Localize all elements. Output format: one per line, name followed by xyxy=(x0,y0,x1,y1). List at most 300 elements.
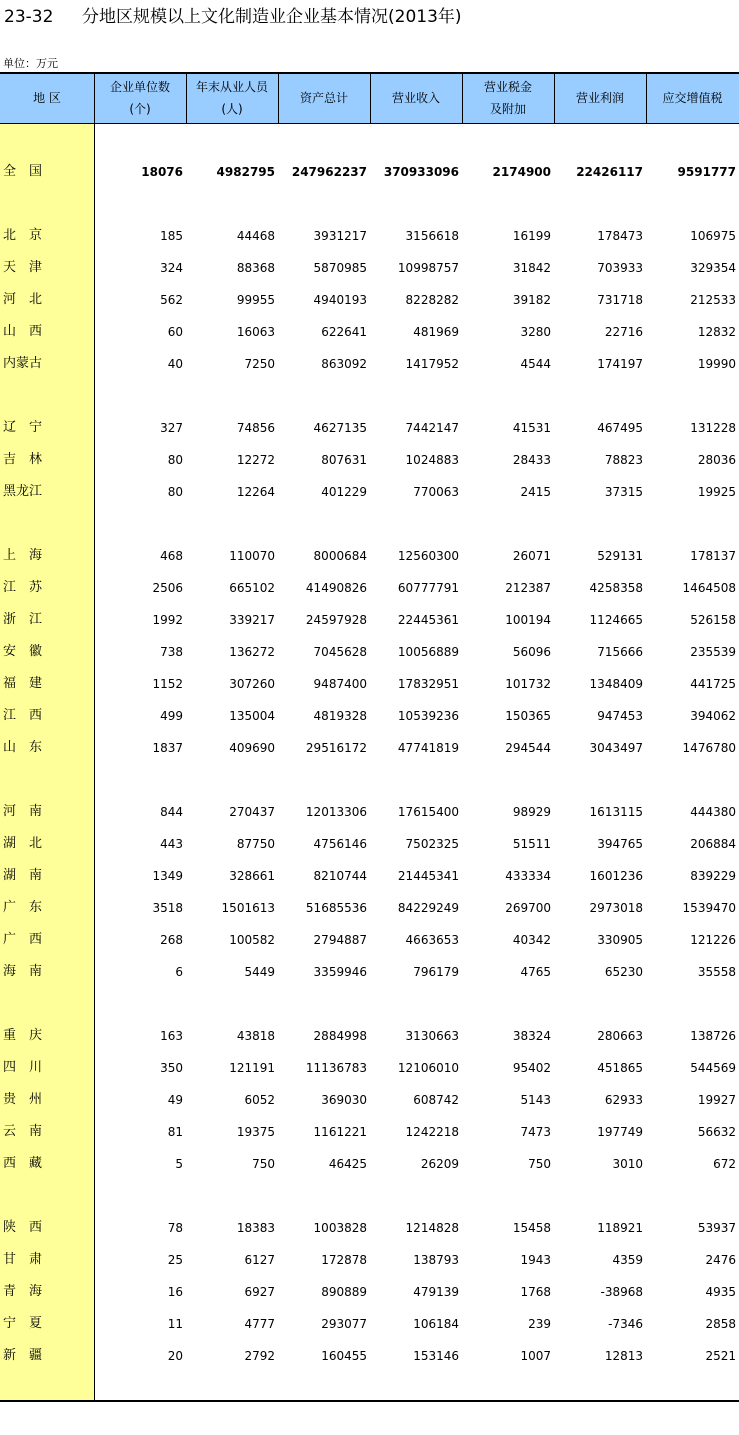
cell-employees: 16063 xyxy=(236,325,275,339)
cell-employees: 19375 xyxy=(236,1125,275,1139)
cell-vat: 2521 xyxy=(705,1349,736,1363)
region-name: 湖 北 xyxy=(3,836,43,851)
cell-profit: 1613115 xyxy=(589,805,643,819)
cell-enterprises: 738 xyxy=(160,645,183,659)
cell-enterprises: 443 xyxy=(160,837,183,851)
cell-enterprises: 20 xyxy=(167,1349,183,1363)
cell-vat: 178137 xyxy=(690,549,736,563)
header-label: 营业利润 xyxy=(575,91,624,105)
table-row xyxy=(0,220,739,252)
cell-vat: 53937 xyxy=(697,1221,736,1235)
region-name: 吉 林 xyxy=(3,452,43,467)
cell-taxes: 28433 xyxy=(512,453,551,467)
cell-employees: 74856 xyxy=(236,421,275,435)
header-total-assets xyxy=(278,72,370,124)
cell-taxes: 39182 xyxy=(512,293,551,307)
cell-total-assets: 8000684 xyxy=(313,549,367,563)
cell-total-assets: 11136783 xyxy=(305,1061,367,1075)
cell-enterprises: 1152 xyxy=(152,677,183,691)
cell-taxes: 31842 xyxy=(512,261,551,275)
cell-vat: 121226 xyxy=(690,933,736,947)
cell-profit: 947453 xyxy=(597,709,643,723)
cell-taxes: 101732 xyxy=(505,677,551,691)
cell-profit: 22716 xyxy=(604,325,643,339)
cell-vat: 35558 xyxy=(697,965,736,979)
cell-revenue: 8228282 xyxy=(405,293,459,307)
cell-employees: 7250 xyxy=(244,357,275,371)
cell-profit: 118921 xyxy=(597,1221,643,1235)
cell-enterprises: 80 xyxy=(167,485,183,499)
region-name: 北 京 xyxy=(3,228,43,243)
cell-enterprises: 327 xyxy=(160,421,183,435)
region-name: 河 南 xyxy=(3,804,43,819)
cell-profit: 62933 xyxy=(604,1093,643,1107)
cell-vat: 394062 xyxy=(690,709,736,723)
cell-revenue: 7442147 xyxy=(405,421,459,435)
cell-vat: 1464508 xyxy=(682,581,736,595)
cell-total-assets: 24597928 xyxy=(305,613,367,627)
cell-taxes: 98929 xyxy=(512,805,551,819)
cell-taxes: 38324 xyxy=(512,1029,551,1043)
cell-profit: 197749 xyxy=(597,1125,643,1139)
cell-taxes: 51511 xyxy=(512,837,551,851)
cell-profit: 37315 xyxy=(604,485,643,499)
cell-vat: 19925 xyxy=(697,485,736,499)
cell-employees: 339217 xyxy=(229,613,275,627)
region-name: 黑龙江 xyxy=(3,484,43,499)
region-name: 海 南 xyxy=(3,964,43,979)
cell-total-assets: 4819328 xyxy=(313,709,367,723)
cell-revenue: 84229249 xyxy=(397,901,459,915)
table-row xyxy=(0,892,739,924)
cell-total-assets: 247962237 xyxy=(291,165,367,179)
cell-revenue: 479139 xyxy=(413,1285,459,1299)
header-label: 企业单位数 xyxy=(109,80,170,94)
table-row xyxy=(0,572,739,604)
cell-enterprises: 5 xyxy=(175,1157,183,1171)
table-row xyxy=(0,1276,739,1308)
cell-enterprises: 3518 xyxy=(152,901,183,915)
region-name: 山 西 xyxy=(3,324,43,339)
cell-vat: 106975 xyxy=(690,229,736,243)
cell-profit: 22426117 xyxy=(576,165,643,179)
cell-enterprises: 1837 xyxy=(152,741,183,755)
cell-employees: 18383 xyxy=(236,1221,275,1235)
cell-profit: 3043497 xyxy=(589,741,643,755)
cell-employees: 43818 xyxy=(236,1029,275,1043)
cell-taxes: 4544 xyxy=(520,357,551,371)
cell-enterprises: 562 xyxy=(160,293,183,307)
cell-employees: 5449 xyxy=(244,965,275,979)
cell-vat: 672 xyxy=(713,1157,736,1171)
cell-taxes: 95402 xyxy=(512,1061,551,1075)
cell-enterprises: 18076 xyxy=(141,165,183,179)
cell-employees: 307260 xyxy=(229,677,275,691)
cell-employees: 99955 xyxy=(236,293,275,307)
cell-profit: 65230 xyxy=(604,965,643,979)
cell-taxes: 15458 xyxy=(512,1221,551,1235)
cell-vat: 138726 xyxy=(690,1029,736,1043)
table-row xyxy=(0,1052,739,1084)
cell-revenue: 3130663 xyxy=(405,1029,459,1043)
header-taxes xyxy=(462,72,554,124)
cell-vat: 2476 xyxy=(705,1253,736,1267)
header-revenue xyxy=(370,72,462,124)
cell-vat: 19927 xyxy=(697,1093,736,1107)
cell-revenue: 3156618 xyxy=(405,229,459,243)
region-name: 新 疆 xyxy=(3,1348,43,1363)
cell-total-assets: 5870985 xyxy=(313,261,367,275)
header-column-divider xyxy=(278,72,279,124)
cell-taxes: 7473 xyxy=(520,1125,551,1139)
cell-enterprises: 81 xyxy=(167,1125,183,1139)
cell-vat: 12832 xyxy=(697,325,736,339)
region-name: 辽 宁 xyxy=(3,420,43,435)
cell-profit: 1601236 xyxy=(589,869,643,883)
cell-revenue: 153146 xyxy=(413,1349,459,1363)
region-name: 青 海 xyxy=(3,1284,43,1299)
cell-total-assets: 369030 xyxy=(321,1093,367,1107)
cell-total-assets: 3931217 xyxy=(313,229,367,243)
cell-total-assets: 172878 xyxy=(321,1253,367,1267)
region-name: 山 东 xyxy=(3,740,43,755)
cell-revenue: 12560300 xyxy=(397,549,459,563)
table-bottom-border xyxy=(0,1400,739,1402)
cell-taxes: 40342 xyxy=(512,933,551,947)
cell-employees: 135004 xyxy=(229,709,275,723)
region-name: 内蒙古 xyxy=(3,356,43,371)
table-row xyxy=(0,860,739,892)
region-name: 重 庆 xyxy=(3,1028,43,1043)
cell-total-assets: 7045628 xyxy=(313,645,367,659)
cell-employees: 121191 xyxy=(229,1061,275,1075)
region-name: 安 徽 xyxy=(3,644,43,659)
header-sublabel: (个) xyxy=(129,102,151,116)
cell-taxes: 1007 xyxy=(520,1349,551,1363)
cell-revenue: 60777791 xyxy=(397,581,459,595)
cell-taxes: 2415 xyxy=(520,485,551,499)
region-name: 福 建 xyxy=(3,676,43,691)
region-name: 宁 夏 xyxy=(3,1316,43,1331)
cell-total-assets: 401229 xyxy=(321,485,367,499)
cell-employees: 409690 xyxy=(229,741,275,755)
cell-total-assets: 1161221 xyxy=(313,1125,367,1139)
header-vat xyxy=(646,72,739,124)
header-column-divider xyxy=(94,72,95,124)
region-name: 贵 州 xyxy=(3,1092,43,1107)
cell-profit: 1348409 xyxy=(589,677,643,691)
cell-employees: 1501613 xyxy=(221,901,275,915)
cell-vat: 235539 xyxy=(690,645,736,659)
cell-total-assets: 2794887 xyxy=(313,933,367,947)
cell-revenue: 1417952 xyxy=(405,357,459,371)
cell-employees: 6127 xyxy=(244,1253,275,1267)
cell-employees: 4982795 xyxy=(216,165,275,179)
cell-profit: 4258358 xyxy=(589,581,643,595)
table-row xyxy=(0,1212,739,1244)
cell-employees: 328661 xyxy=(229,869,275,883)
cell-total-assets: 863092 xyxy=(321,357,367,371)
cell-total-assets: 29516172 xyxy=(305,741,367,755)
cell-employees: 136272 xyxy=(229,645,275,659)
cell-employees: 100582 xyxy=(229,933,275,947)
cell-revenue: 22445361 xyxy=(397,613,459,627)
cell-enterprises: 6 xyxy=(175,965,183,979)
unit-label: 单位：万元 xyxy=(3,57,58,70)
cell-profit: 451865 xyxy=(597,1061,643,1075)
cell-employees: 270437 xyxy=(229,805,275,819)
region-name: 江 苏 xyxy=(3,580,43,595)
cell-profit: -38968 xyxy=(600,1285,643,1299)
table-row xyxy=(0,316,739,348)
cell-enterprises: 40 xyxy=(167,357,183,371)
cell-vat: 1476780 xyxy=(682,741,736,755)
cell-vat: 444380 xyxy=(690,805,736,819)
cell-vat: 526158 xyxy=(690,613,736,627)
cell-profit: 4359 xyxy=(612,1253,643,1267)
cell-revenue: 12106010 xyxy=(397,1061,459,1075)
header-label: 营业税金 xyxy=(483,80,532,94)
table-number: 23-32 xyxy=(4,7,54,27)
cell-vat: 4935 xyxy=(705,1285,736,1299)
cell-profit: 3010 xyxy=(612,1157,643,1171)
cell-enterprises: 163 xyxy=(160,1029,183,1043)
header-label: 应交增值税 xyxy=(662,91,723,105)
cell-revenue: 10539236 xyxy=(397,709,459,723)
table-row xyxy=(0,956,739,988)
cell-vat: 329354 xyxy=(690,261,736,275)
cell-employees: 750 xyxy=(252,1157,275,1171)
cell-enterprises: 268 xyxy=(160,933,183,947)
cell-profit: 1124665 xyxy=(589,613,643,627)
header-sublabel: (人) xyxy=(221,102,243,116)
cell-taxes: 150365 xyxy=(505,709,551,723)
cell-total-assets: 807631 xyxy=(321,453,367,467)
cell-revenue: 10998757 xyxy=(397,261,459,275)
cell-taxes: 41531 xyxy=(512,421,551,435)
header-profit xyxy=(554,72,646,124)
cell-taxes: 1768 xyxy=(520,1285,551,1299)
cell-revenue: 1214828 xyxy=(405,1221,459,1235)
cell-enterprises: 78 xyxy=(167,1221,183,1235)
cell-employees: 88368 xyxy=(236,261,275,275)
table-row xyxy=(0,668,739,700)
region-name: 上 海 xyxy=(3,548,43,563)
cell-employees: 6927 xyxy=(244,1285,275,1299)
cell-profit: 715666 xyxy=(597,645,643,659)
cell-profit: 178473 xyxy=(597,229,643,243)
cell-enterprises: 16 xyxy=(167,1285,183,1299)
cell-revenue: 796179 xyxy=(413,965,459,979)
cell-enterprises: 1992 xyxy=(152,613,183,627)
cell-enterprises: 60 xyxy=(167,325,183,339)
cell-total-assets: 4756146 xyxy=(313,837,367,851)
cell-revenue: 7502325 xyxy=(405,837,459,851)
header-column-divider xyxy=(370,72,371,124)
table-row xyxy=(0,828,739,860)
header-column-divider xyxy=(646,72,647,124)
table-row xyxy=(0,1340,739,1372)
cell-profit: 330905 xyxy=(597,933,643,947)
cell-employees: 4777 xyxy=(244,1317,275,1331)
region-name: 广 西 xyxy=(3,932,43,947)
cell-vat: 839229 xyxy=(690,869,736,883)
cell-taxes: 1943 xyxy=(520,1253,551,1267)
region-name: 天 津 xyxy=(3,260,43,275)
cell-enterprises: 49 xyxy=(167,1093,183,1107)
cell-profit: 12813 xyxy=(604,1349,643,1363)
cell-revenue: 481969 xyxy=(413,325,459,339)
cell-vat: 19990 xyxy=(697,357,736,371)
table-row xyxy=(0,444,739,476)
table-row xyxy=(0,732,739,764)
cell-profit: 2973018 xyxy=(589,901,643,915)
cell-vat: 28036 xyxy=(697,453,736,467)
region-name: 甘 肃 xyxy=(3,1252,43,1267)
table-row xyxy=(0,924,739,956)
cell-profit: 529131 xyxy=(597,549,643,563)
region-name: 广 东 xyxy=(3,900,43,915)
cell-taxes: 294544 xyxy=(505,741,551,755)
cell-vat: 212533 xyxy=(690,293,736,307)
cell-revenue: 1242218 xyxy=(405,1125,459,1139)
table-row xyxy=(0,476,739,508)
cell-revenue: 17615400 xyxy=(397,805,459,819)
cell-revenue: 106184 xyxy=(413,1317,459,1331)
cell-vat: 131228 xyxy=(690,421,736,435)
cell-enterprises: 25 xyxy=(167,1253,183,1267)
cell-enterprises: 1349 xyxy=(152,869,183,883)
region-name: 湖 南 xyxy=(3,868,43,883)
cell-revenue: 138793 xyxy=(413,1253,459,1267)
cell-profit: 280663 xyxy=(597,1029,643,1043)
cell-employees: 665102 xyxy=(229,581,275,595)
cell-profit: 703933 xyxy=(597,261,643,275)
region-name: 西 藏 xyxy=(3,1156,43,1171)
header-region xyxy=(0,72,94,124)
region-name: 全 国 xyxy=(3,164,43,179)
cell-profit: 467495 xyxy=(597,421,643,435)
region-name: 河 北 xyxy=(3,292,43,307)
cell-employees: 6052 xyxy=(244,1093,275,1107)
table-row xyxy=(0,412,739,444)
region-name: 江 西 xyxy=(3,708,43,723)
cell-revenue: 47741819 xyxy=(397,741,459,755)
cell-revenue: 608742 xyxy=(413,1093,459,1107)
cell-total-assets: 4940193 xyxy=(313,293,367,307)
cell-total-assets: 51685536 xyxy=(305,901,367,915)
cell-enterprises: 468 xyxy=(160,549,183,563)
header-column-divider xyxy=(462,72,463,124)
cell-revenue: 770063 xyxy=(413,485,459,499)
cell-taxes: 4765 xyxy=(520,965,551,979)
cell-enterprises: 324 xyxy=(160,261,183,275)
cell-total-assets: 3359946 xyxy=(313,965,367,979)
cell-vat: 2858 xyxy=(705,1317,736,1331)
cell-revenue: 10056889 xyxy=(397,645,459,659)
cell-employees: 44468 xyxy=(236,229,275,243)
cell-total-assets: 2884998 xyxy=(313,1029,367,1043)
cell-total-assets: 46425 xyxy=(328,1157,367,1171)
cell-vat: 56632 xyxy=(697,1125,736,1139)
cell-taxes: 212387 xyxy=(505,581,551,595)
cell-vat: 441725 xyxy=(690,677,736,691)
table-row xyxy=(0,284,739,316)
cell-employees: 12264 xyxy=(236,485,275,499)
cell-taxes: 269700 xyxy=(505,901,551,915)
region-name: 浙 江 xyxy=(3,612,43,627)
cell-revenue: 1024883 xyxy=(405,453,459,467)
cell-vat: 1539470 xyxy=(682,901,736,915)
cell-taxes: 750 xyxy=(528,1157,551,1171)
cell-total-assets: 1003828 xyxy=(313,1221,367,1235)
cell-total-assets: 293077 xyxy=(321,1317,367,1331)
cell-total-assets: 41490826 xyxy=(305,581,367,595)
header-label: 营业收入 xyxy=(391,91,440,105)
table-row xyxy=(0,1020,739,1052)
header-enterprises xyxy=(94,72,186,124)
cell-taxes: 100194 xyxy=(505,613,551,627)
table-row xyxy=(0,604,739,636)
table-row xyxy=(0,348,739,380)
cell-total-assets: 9487400 xyxy=(313,677,367,691)
cell-enterprises: 2506 xyxy=(152,581,183,595)
cell-employees: 110070 xyxy=(229,549,275,563)
cell-employees: 87750 xyxy=(236,837,275,851)
cell-vat: 206884 xyxy=(690,837,736,851)
table-row xyxy=(0,1084,739,1116)
table-row xyxy=(0,1308,739,1340)
cell-taxes: 2174900 xyxy=(492,165,551,179)
cell-revenue: 370933096 xyxy=(383,165,459,179)
cell-profit: -7346 xyxy=(608,1317,643,1331)
header-label: 地 区 xyxy=(33,91,61,105)
cell-total-assets: 160455 xyxy=(321,1349,367,1363)
cell-revenue: 26209 xyxy=(420,1157,459,1171)
cell-taxes: 239 xyxy=(528,1317,551,1331)
cell-revenue: 17832951 xyxy=(397,677,459,691)
table-row xyxy=(0,1148,739,1180)
cell-enterprises: 844 xyxy=(160,805,183,819)
region-name: 陕 西 xyxy=(3,1220,43,1235)
table-row xyxy=(0,540,739,572)
cell-profit: 394765 xyxy=(597,837,643,851)
table-row xyxy=(0,1116,739,1148)
header-employees xyxy=(186,72,278,124)
cell-taxes: 5143 xyxy=(520,1093,551,1107)
table-row xyxy=(0,1244,739,1276)
cell-total-assets: 8210744 xyxy=(313,869,367,883)
total-row xyxy=(0,156,739,188)
cell-enterprises: 350 xyxy=(160,1061,183,1075)
cell-profit: 78823 xyxy=(604,453,643,467)
cell-revenue: 21445341 xyxy=(397,869,459,883)
cell-taxes: 26071 xyxy=(512,549,551,563)
table-title-text: 分地区规模以上文化制造业企业基本情况(2013年) xyxy=(82,7,462,27)
cell-employees: 12272 xyxy=(236,453,275,467)
cell-total-assets: 890889 xyxy=(321,1285,367,1299)
cell-taxes: 56096 xyxy=(512,645,551,659)
region-column-divider xyxy=(94,124,95,1401)
table-row xyxy=(0,636,739,668)
cell-taxes: 3280 xyxy=(520,325,551,339)
header-label: 资产总计 xyxy=(299,91,348,105)
cell-revenue: 4663653 xyxy=(405,933,459,947)
region-name: 云 南 xyxy=(3,1124,43,1139)
cell-enterprises: 80 xyxy=(167,453,183,467)
cell-total-assets: 622641 xyxy=(321,325,367,339)
header-column-divider xyxy=(554,72,555,124)
